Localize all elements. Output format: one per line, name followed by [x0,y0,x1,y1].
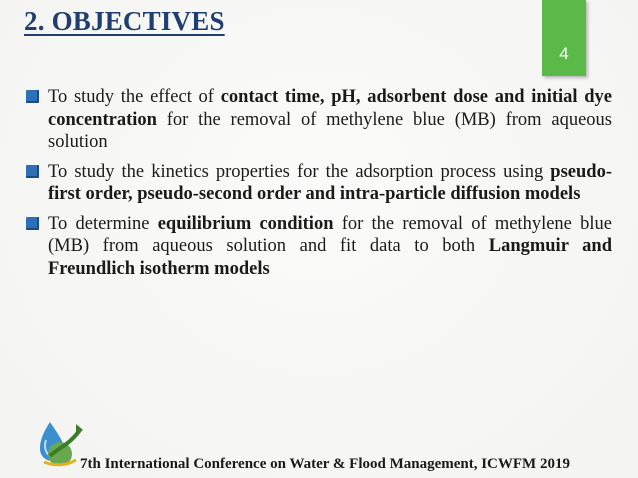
bullet-square-icon [26,165,39,178]
objective-text: To study the kinetics properties for the adsorption process using [48,161,551,182]
objective-item [26,86,612,154]
conference-logo-icon [36,418,86,470]
objective-text: To determine [48,213,158,234]
footer-text: 7th International Conference on Water & Flood Management, ICWFM 2019 [80,456,570,472]
objective-emphasis: contact time, pH, adsorbent dose and initial dye concentration [48,87,612,130]
slide-number-badge [542,0,586,76]
objective-emphasis: Langmuir and Freundlich isotherm models [48,236,612,279]
slide-number: 4 [559,44,569,63]
objectives-list [26,86,612,287]
objective-item [26,161,612,206]
slide-title: 2. OBJECTIVES [24,6,225,36]
objective-text: To study the effect of [48,87,221,107]
objective-emphasis: pseudo-first order, pseudo-second order and intra-particle diffusion models [48,161,612,204]
objective-emphasis: equilibrium condition [157,213,334,234]
objective-text: for the removal of methylene blue (MB) from aqueous solution [48,109,612,152]
objective-text: for the removal of methylene blue (MB) from aqueous solution and fit data to both [48,213,612,256]
bullet-square-icon [26,90,39,103]
objective-item [26,213,612,281]
bullet-square-icon [26,217,39,230]
